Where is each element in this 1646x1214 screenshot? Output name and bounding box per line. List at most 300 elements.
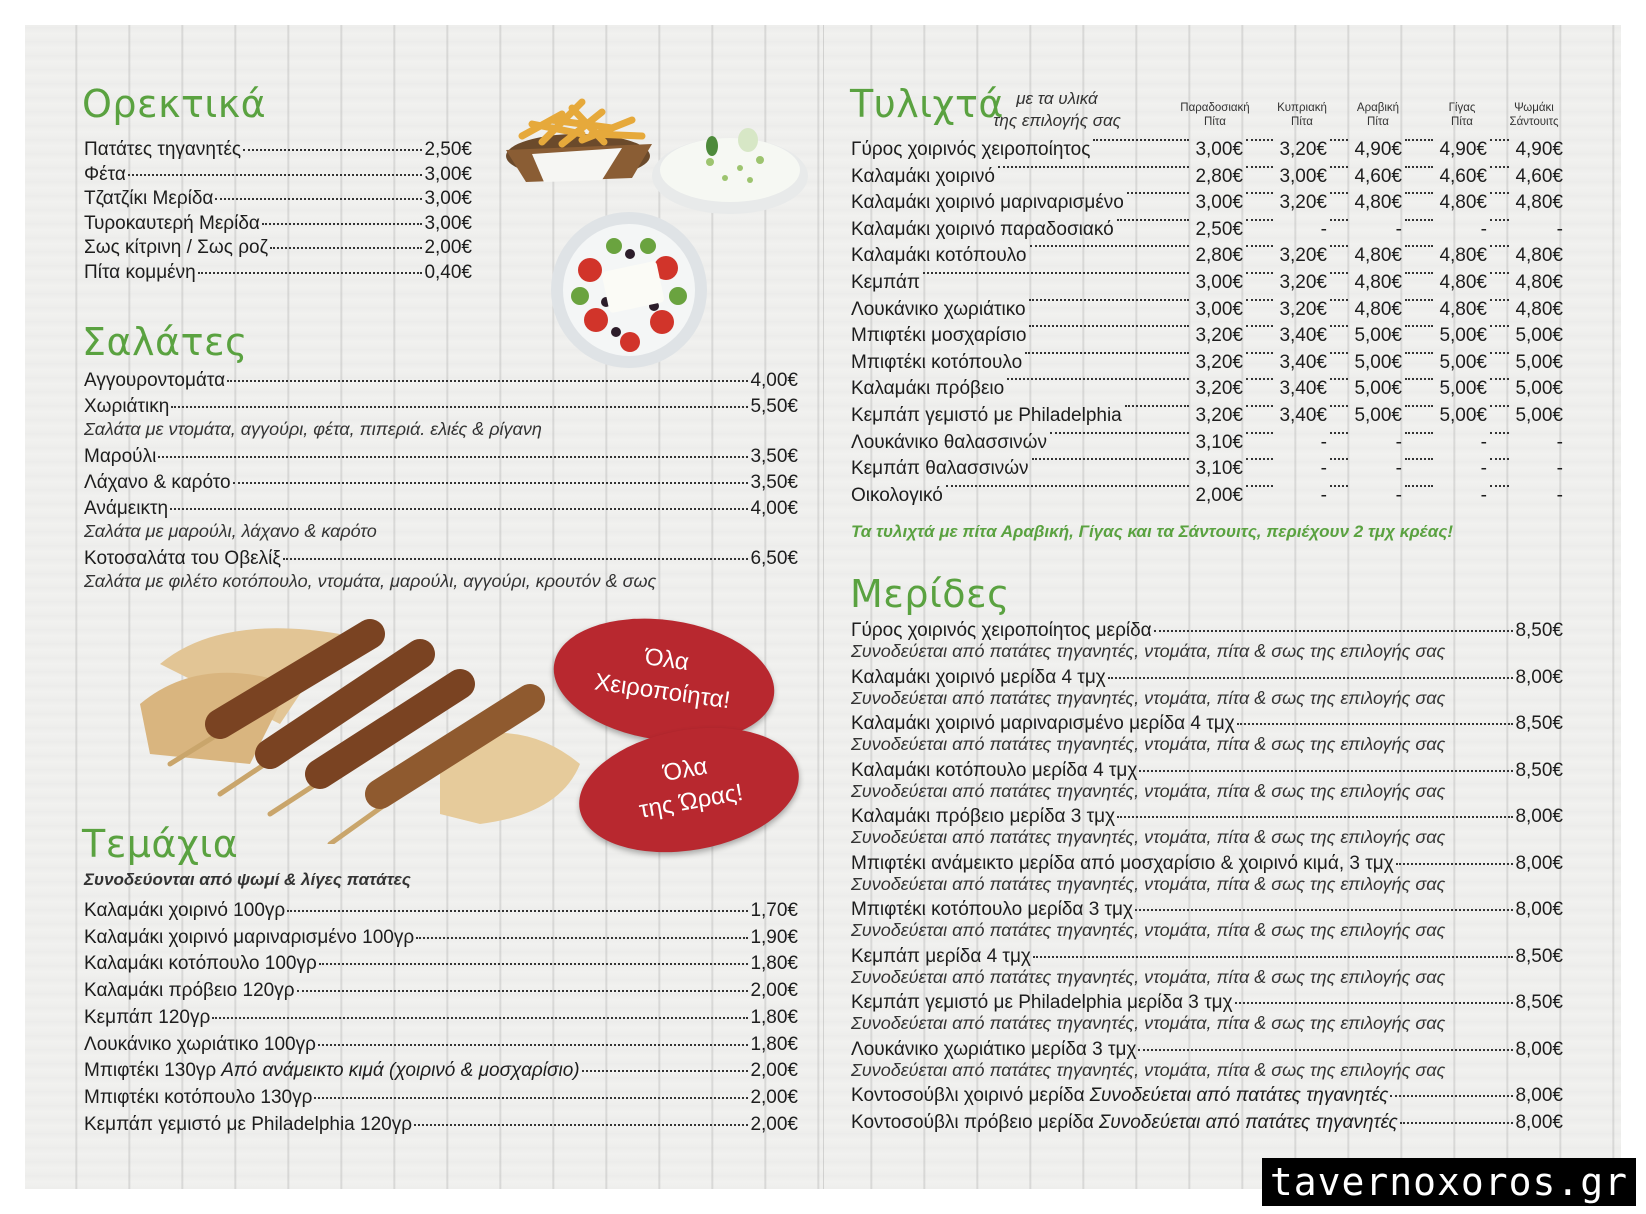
dot-leader <box>1330 299 1348 301</box>
menu-item-name: Μπιφτέκι 130γρ <box>84 1060 217 1082</box>
dot-leader <box>1405 272 1433 274</box>
dot-leader <box>1330 405 1348 407</box>
tylixta-price: 3,20€ <box>1195 405 1243 426</box>
tylixta-price: 3,20€ <box>1279 192 1327 214</box>
tylixta-price: 4,60€ <box>1515 165 1563 187</box>
dot-leader <box>233 482 749 484</box>
tylixta-price: - <box>1395 484 1402 506</box>
tylixta-price: 3,20€ <box>1279 139 1327 160</box>
tylixta-price: 3,20€ <box>1279 245 1327 267</box>
tylixta-price: 4,80€ <box>1354 245 1402 267</box>
tylixta-price: 4,80€ <box>1515 245 1563 267</box>
dot-leader <box>1490 405 1509 407</box>
tylixta-price: 2,80€ <box>1195 245 1243 267</box>
dot-leader <box>171 406 748 408</box>
menu-item-price: 8,50€ <box>1515 945 1563 967</box>
tylixta-row <box>851 139 1563 165</box>
tylixta-price: 5,00€ <box>1354 378 1402 400</box>
menu-item-extra: Συνοδεύεται από πατάτες τηγανητές <box>1089 1085 1389 1106</box>
dot-leader <box>1246 219 1273 221</box>
dot-leader <box>416 937 748 939</box>
menu-item-price: 2,00€ <box>750 1113 798 1135</box>
menu-item-price: 8,00€ <box>1515 1038 1563 1060</box>
tylixta-row <box>851 219 1563 245</box>
tylixta-price: - <box>1480 458 1487 480</box>
tylixta-price: 3,40€ <box>1279 378 1327 400</box>
menu-item-row <box>84 548 798 570</box>
tylixta-item-name: Καλαμάκι χοιρινό <box>851 165 995 187</box>
dot-leader <box>1490 352 1509 354</box>
dot-leader <box>1139 770 1513 772</box>
column-header-line: Αραβική <box>1356 102 1400 114</box>
menu-item-price: 1,80€ <box>750 1033 798 1055</box>
dot-leader <box>319 963 749 965</box>
menu-item-name: Σως κίτρινη / Σως ροζ <box>84 237 268 258</box>
tylixta-price: 3,20€ <box>1195 378 1243 400</box>
dot-leader <box>1490 432 1509 434</box>
dot-leader <box>1330 325 1348 327</box>
dot-leader <box>1033 956 1514 958</box>
tylixta-price: 4,80€ <box>1439 192 1487 214</box>
dot-leader <box>1330 378 1348 380</box>
menu-item-row <box>84 1007 798 1029</box>
dot-leader <box>1246 378 1273 380</box>
column-header-line: Πίτα <box>1204 116 1226 128</box>
dot-leader <box>1400 1122 1514 1124</box>
dot-leader <box>1246 245 1273 247</box>
menu-item-name: Κεμπάπ γεμιστό με Philadelphia 120γρ <box>84 1113 413 1135</box>
dot-leader <box>1237 723 1514 725</box>
menu-item-row <box>84 1114 798 1136</box>
menu-item-price: 5,50€ <box>750 396 798 417</box>
dot-leader <box>1330 219 1348 221</box>
menu-item-description: Συνοδεύεται από πατάτες τηγανητές, ντομάτα, πίτα & σως της επιλογής σας <box>851 873 1446 894</box>
tylixta-price: 3,00€ <box>1195 192 1243 214</box>
tylixta-price: - <box>1556 431 1563 453</box>
dot-leader <box>1135 909 1513 911</box>
dot-leader <box>215 198 422 200</box>
tylixta-price: 5,00€ <box>1354 405 1402 426</box>
dot-leader <box>1246 432 1273 434</box>
tylixta-row <box>851 325 1563 351</box>
tylixta-item-name: Λουκάνικο χωριάτικο <box>851 298 1026 320</box>
dot-leader <box>1405 139 1433 141</box>
tylixta-item-name: Μπιφτέκι κοτόπουλο <box>851 351 1023 373</box>
menu-item-price: 2,00€ <box>750 1086 798 1108</box>
dot-leader <box>1405 245 1433 247</box>
dot-leader <box>1490 325 1509 327</box>
menu-item-name: Κοτοσαλάτα του Οβελίξ <box>84 548 281 569</box>
menu-item-description: Συνοδεύεται από πατάτες τηγανητές, ντομάτα, πίτα & σως της επιλογής σας <box>851 687 1446 708</box>
menu-item-name: Τζατζίκι Μερίδα <box>84 188 214 209</box>
tylixta-column-header <box>1484 101 1584 129</box>
menu-item-row <box>84 900 798 922</box>
column-header-line: Σάντουιτς <box>1509 116 1559 128</box>
tylixta-row <box>851 432 1563 458</box>
tylixta-price: 2,00€ <box>1195 484 1243 506</box>
tylixta-item-name: Καλαμάκι χοιρινό παραδοσιακό <box>851 218 1114 240</box>
menu-item-row <box>84 472 798 494</box>
menu-item-price: 2,00€ <box>750 980 798 1002</box>
dot-leader <box>170 508 748 510</box>
dot-leader <box>1246 139 1273 141</box>
tylixta-price: 3,40€ <box>1279 325 1327 347</box>
menu-item-extra: Συνοδεύεται από πατάτες τηγανητές <box>1098 1112 1398 1133</box>
dot-leader <box>158 456 748 458</box>
column-header-line: Πίτα <box>1451 116 1473 128</box>
tylixta-row <box>851 272 1563 298</box>
tylixta-row <box>851 405 1563 431</box>
section-title-salates: Σαλάτες <box>82 320 248 364</box>
dot-leader <box>318 1044 749 1046</box>
dot-leader <box>1490 458 1509 460</box>
menu-item-name: Μπιφτέκι κοτόπουλο μερίδα 3 τμχ <box>851 899 1133 920</box>
dot-leader <box>1490 485 1509 487</box>
tylixta-row <box>851 352 1563 378</box>
dot-leader <box>1117 219 1189 221</box>
dot-leader <box>1246 325 1273 327</box>
menu-item-name: Ανάμεικτη <box>84 498 169 519</box>
menu-item-name: Πίτα κομμένη <box>84 261 196 283</box>
tylixta-price: 3,20€ <box>1195 325 1243 347</box>
tylixta-row <box>851 299 1563 325</box>
tylixta-price: 4,80€ <box>1439 298 1487 320</box>
menu-item-price: 4,00€ <box>750 498 798 519</box>
dot-leader <box>1330 245 1348 247</box>
dot-leader <box>1154 630 1514 632</box>
menu-item-name: Κεμπάπ 120γρ <box>84 1006 211 1028</box>
section-title-orektika: Ορεκτικά <box>82 82 267 126</box>
tylixta-price: 5,00€ <box>1515 325 1563 347</box>
menu-item-price: 2,00€ <box>424 237 472 258</box>
menu-item-name: Κοντοσούβλι πρόβειο μερίδα <box>851 1112 1094 1133</box>
dot-leader <box>198 272 423 274</box>
menu-item-description: Συνοδεύεται από πατάτες τηγανητές, ντομάτα, πίτα & σως της επιλογής σας <box>851 734 1446 754</box>
dot-leader <box>1490 245 1509 247</box>
menu-item-price: 1,70€ <box>750 900 798 921</box>
menu-item-row <box>851 667 1563 689</box>
column-header-line: Ψωμάκι <box>1514 102 1554 114</box>
tylixta-price: - <box>1395 218 1402 240</box>
dot-leader <box>1390 1095 1513 1097</box>
menu-item-name: Λουκάνικο χωριάτικο 100γρ <box>84 1033 316 1055</box>
dot-leader <box>1405 485 1433 487</box>
menu-item-name: Καλαμάκι κοτόπουλο 100γρ <box>84 953 317 975</box>
menu-item-price: 8,00€ <box>1515 1112 1563 1133</box>
menu-item-name: Καλαμάκι πρόβειο 120γρ <box>84 980 295 1002</box>
dot-leader <box>227 380 748 382</box>
tylixta-note: Τα τυλιχτά με πίτα Αραβική, Γίγας και τα Σάντουιτς, περιέχουν 2 τμχ κρέας! <box>851 522 1453 541</box>
menu-item-extra: Από ανάμεικτο κιμά (χοιρινό & μοσχαρίσιο) <box>221 1060 580 1082</box>
tzatziki-image <box>650 122 810 218</box>
tylixta-price: 4,80€ <box>1354 192 1402 214</box>
menu-item-price: 8,00€ <box>1515 899 1563 920</box>
tylixta-row <box>851 378 1563 404</box>
menu-item-description: Σαλάτα με ντομάτα, αγγούρι, φέτα, πιπεριά. ελιές & ρίγανη <box>84 419 542 439</box>
dot-leader <box>1093 139 1189 141</box>
dot-leader <box>1246 405 1273 407</box>
tylixta-price: 4,80€ <box>1515 272 1563 293</box>
dot-leader <box>923 272 1189 274</box>
dot-leader <box>998 166 1189 168</box>
greek-salad-image <box>550 210 708 370</box>
dot-leader <box>1330 139 1348 141</box>
tylixta-price: 5,00€ <box>1354 351 1402 373</box>
tylixta-item-name: Κεμπάπ γεμιστό με Philadelphia <box>851 405 1122 426</box>
dot-leader <box>1405 432 1433 434</box>
dot-leader <box>128 174 423 176</box>
tylixta-row <box>851 245 1563 271</box>
souvlaki-pita-image <box>140 614 580 844</box>
menu-item-row <box>84 213 472 235</box>
tylixta-item-name: Κεμπάπ θαλασσινών <box>851 458 1029 480</box>
dot-leader <box>287 910 748 912</box>
dot-leader <box>1030 245 1190 247</box>
dot-leader <box>1330 458 1348 460</box>
dot-leader <box>582 1070 749 1072</box>
dot-leader <box>1405 166 1433 168</box>
page-fold <box>823 25 824 1189</box>
badge-handmade-line2: Χειροποίητα! <box>592 668 732 715</box>
menu-item-row <box>851 1085 1563 1107</box>
menu-item-description: Συνοδεύεται από πατάτες τηγανητές, ντομάτα, πίτα & σως της επιλογής σας <box>851 1059 1446 1080</box>
tylixta-price: 5,00€ <box>1515 405 1563 426</box>
menu-item-price: 8,00€ <box>1515 1085 1563 1106</box>
dot-leader <box>1007 378 1189 380</box>
dot-leader <box>1050 432 1189 434</box>
tylixta-price: 4,90€ <box>1439 139 1487 160</box>
tylixta-price: 4,90€ <box>1354 139 1402 160</box>
tylixta-price: 3,20€ <box>1279 298 1327 320</box>
dot-leader <box>1490 299 1509 301</box>
tylixta-price: 4,80€ <box>1439 272 1487 293</box>
dot-leader <box>283 558 749 560</box>
menu-item-row <box>84 446 798 468</box>
badge-fresh-line1: Όλα <box>661 752 710 787</box>
tylixta-subtitle-line1: με τα υλικά <box>1016 89 1098 108</box>
menu-item-name: Μαρούλι <box>84 446 157 467</box>
tylixta-price: 3,40€ <box>1279 351 1327 373</box>
dot-leader <box>1117 816 1513 818</box>
tylixta-price: - <box>1320 431 1327 453</box>
tylixta-price: - <box>1320 218 1327 240</box>
menu-item-row <box>84 953 798 975</box>
menu-item-row <box>84 262 472 284</box>
dot-leader <box>270 247 423 249</box>
dot-leader <box>1405 405 1433 407</box>
column-header-line: Γίγας <box>1448 102 1476 114</box>
menu-item-row <box>84 980 798 1002</box>
dot-leader <box>1108 677 1514 679</box>
tylixta-price: 3,00€ <box>1195 298 1243 320</box>
dot-leader <box>946 485 1189 487</box>
tylixta-subtitle <box>972 88 1142 132</box>
dot-leader <box>1405 299 1433 301</box>
tylixta-column-header <box>1165 101 1265 129</box>
menu-item-price: 8,50€ <box>1515 620 1563 641</box>
menu-item-price: 1,80€ <box>750 953 798 975</box>
tylixta-item-name: Καλαμάκι χοιρινό μαριναρισμένο <box>851 192 1124 214</box>
tylixta-subtitle-line2: της επιλογής σας <box>993 111 1121 130</box>
tylixta-price: - <box>1320 484 1327 506</box>
dot-leader <box>1405 378 1433 380</box>
tylixta-price: 5,00€ <box>1515 378 1563 400</box>
menu-item-name: Φέτα <box>84 163 126 185</box>
tylixta-price: 4,80€ <box>1439 245 1487 267</box>
menu-item-description: Σαλάτα με φιλέτο κοτόπουλο, ντομάτα, μαρούλι, αγγούρι, κρουτόν & σως <box>84 571 657 591</box>
dot-leader <box>1025 352 1189 354</box>
tylixta-price: 4,60€ <box>1439 165 1487 187</box>
column-header-line: Κυπριακή <box>1277 102 1327 114</box>
menu-item-price: 2,00€ <box>750 1060 798 1082</box>
menu-item-row <box>84 139 472 161</box>
dot-leader <box>1490 139 1509 141</box>
tylixta-price: 3,00€ <box>1279 165 1327 187</box>
tylixta-price: 2,80€ <box>1195 165 1243 187</box>
dot-leader <box>1246 166 1273 168</box>
menu-item-row <box>84 1060 798 1082</box>
tylixta-price: 5,00€ <box>1439 325 1487 347</box>
tylixta-price: 3,00€ <box>1195 139 1243 160</box>
dot-leader <box>1405 352 1433 354</box>
menu-item-name: Κοντοσούβλι χοιρινό μερίδα <box>851 1085 1085 1106</box>
tylixta-price: 4,90€ <box>1515 139 1563 160</box>
dot-leader <box>1127 192 1189 194</box>
tylixta-price: 3,20€ <box>1195 351 1243 373</box>
column-header-line: Πίτα <box>1291 116 1313 128</box>
dot-leader <box>1490 166 1509 168</box>
tylixta-price: 4,80€ <box>1354 272 1402 293</box>
tylixta-price: 5,00€ <box>1439 378 1487 400</box>
dot-leader <box>1330 432 1348 434</box>
dot-leader <box>1330 485 1348 487</box>
dot-leader <box>1330 192 1348 194</box>
dot-leader <box>414 1124 748 1126</box>
menu-item-row <box>851 806 1563 828</box>
dot-leader <box>1246 192 1273 194</box>
tylixta-item-name: Οικολογικό <box>851 484 943 506</box>
menu-item-row <box>851 853 1563 875</box>
menu-item-description: Συνοδεύεται από πατάτες τηγανητές, ντομάτα, πίτα & σως της επιλογής σας <box>851 780 1446 801</box>
menu-item-name: Κεμπάπ γεμιστό με Philadelphia μερίδα 3 τμχ <box>851 992 1233 1013</box>
menu-item-name: Μπιφτέκι ανάμεικτο μερίδα από μοσχαρίσιο & χοιρινό κιμά, 3 τμχ <box>851 852 1394 874</box>
section-title-temaxia: Τεμάχια <box>82 822 239 866</box>
menu-item-name: Κεμπάπ μερίδα 4 τμχ <box>851 945 1031 967</box>
dot-leader <box>1396 863 1514 865</box>
badge-fresh-line2: της Ώρας! <box>636 778 745 824</box>
menu-item-name: Καλαμάκι χοιρινό μερίδα 4 τμχ <box>851 666 1106 688</box>
menu-item-row <box>84 1087 798 1109</box>
section-title-merides: Μερίδες <box>850 572 1010 616</box>
tylixta-price: 5,00€ <box>1439 405 1487 426</box>
dot-leader <box>1330 352 1348 354</box>
tylixta-price: 3,10€ <box>1195 458 1243 480</box>
tylixta-price: 3,10€ <box>1195 431 1243 453</box>
tylixta-price: 4,80€ <box>1515 192 1563 214</box>
column-header-line: Πίτα <box>1367 116 1389 128</box>
tylixta-item-name: Γύρος χοιρινός χειροποίητος <box>851 139 1091 160</box>
tylixta-price: 3,00€ <box>1195 272 1243 293</box>
menu-item-price: 3,50€ <box>750 446 798 467</box>
menu-item-price: 3,00€ <box>424 163 472 185</box>
watermark: tavernoxoros.gr <box>1262 1158 1636 1206</box>
dot-leader <box>262 223 423 225</box>
dot-leader <box>1405 219 1433 221</box>
menu-item-row <box>84 1034 798 1056</box>
tylixta-price: - <box>1395 458 1402 480</box>
menu-item-row <box>851 946 1563 968</box>
menu-item-price: 8,50€ <box>1515 713 1563 734</box>
tylixta-price: 5,00€ <box>1354 325 1402 347</box>
tylixta-price: 4,80€ <box>1515 298 1563 320</box>
menu-item-row <box>84 237 472 259</box>
menu-item-name: Μπιφτέκι κοτόπουλο 130γρ <box>84 1086 313 1108</box>
tylixta-item-name: Κεμπάπ <box>851 272 921 293</box>
menu-item-price: 8,00€ <box>1515 806 1563 827</box>
dot-leader <box>1246 352 1273 354</box>
menu-item-row <box>851 620 1563 642</box>
tylixta-item-name: Μπιφτέκι μοσχαρίσιο <box>851 325 1027 347</box>
menu-item-name: Πατάτες τηγανητές <box>84 139 242 160</box>
dot-leader <box>1330 272 1348 274</box>
fries-image <box>492 84 664 190</box>
tylixta-price: - <box>1480 484 1487 506</box>
tylixta-row <box>851 166 1563 192</box>
menu-item-row <box>851 713 1563 735</box>
tylixta-price: - <box>1556 218 1563 240</box>
tylixta-item-name: Καλαμάκι κοτόπουλο <box>851 245 1027 267</box>
menu-item-row <box>851 760 1563 782</box>
menu-item-name: Καλαμάκι πρόβειο μερίδα 3 τμχ <box>851 806 1116 827</box>
dot-leader <box>1032 458 1189 460</box>
tylixta-price: 3,40€ <box>1279 405 1327 426</box>
menu-item-name: Τυροκαυτερή Μερίδα <box>84 212 260 234</box>
tylixta-price: 5,00€ <box>1515 351 1563 373</box>
dot-leader <box>1405 458 1433 460</box>
menu-item-name: Καλαμάκι χοιρινό μαριναρισμένο μερίδα 4 τμχ <box>851 713 1235 734</box>
menu-item-name: Λάχανο & καρότο <box>84 472 231 493</box>
tylixta-price: - <box>1480 218 1487 240</box>
tylixta-price: - <box>1320 458 1327 480</box>
dot-leader <box>1125 405 1189 407</box>
column-header-line: Παραδοσιακή <box>1180 102 1250 114</box>
tylixta-price: 2,50€ <box>1195 218 1243 240</box>
menu-item-price: 8,00€ <box>1515 666 1563 688</box>
menu-item-price: 3,00€ <box>424 212 472 234</box>
dot-leader <box>212 1017 748 1019</box>
tylixta-price: - <box>1556 458 1563 480</box>
dot-leader <box>1246 299 1273 301</box>
dot-leader <box>314 1097 748 1099</box>
menu-item-price: 0,40€ <box>424 261 472 283</box>
menu-item-price: 1,80€ <box>750 1006 798 1028</box>
tylixta-price: 3,20€ <box>1279 272 1327 293</box>
menu-item-price: 4,00€ <box>750 370 798 391</box>
menu-item-description: Σαλάτα με μαρούλι, λάχανο & καρότο <box>84 521 377 541</box>
menu-item-name: Καλαμάκι κοτόπουλο μερίδα 4 τμχ <box>851 759 1138 781</box>
dot-leader <box>1405 192 1433 194</box>
tylixta-row <box>851 458 1563 484</box>
menu-item-description: Συνοδεύεται από πατάτες τηγανητές, ντομάτα, πίτα & σως της επιλογής σας <box>851 966 1446 987</box>
menu-item-description: Συνοδεύεται από πατάτες τηγανητές, ντομάτα, πίτα & σως της επιλογής σας <box>851 827 1446 847</box>
section-title-tylixta: Τυλιχτά <box>850 82 1004 126</box>
menu-item-price: 1,90€ <box>750 926 798 948</box>
menu-item-name: Καλαμάκι χοιρινό 100γρ <box>84 900 286 921</box>
dot-leader <box>1490 219 1509 221</box>
menu-item-row <box>851 992 1563 1014</box>
tylixta-item-name: Λουκάνικο θαλασσινών <box>851 431 1047 453</box>
dot-leader <box>1246 458 1273 460</box>
